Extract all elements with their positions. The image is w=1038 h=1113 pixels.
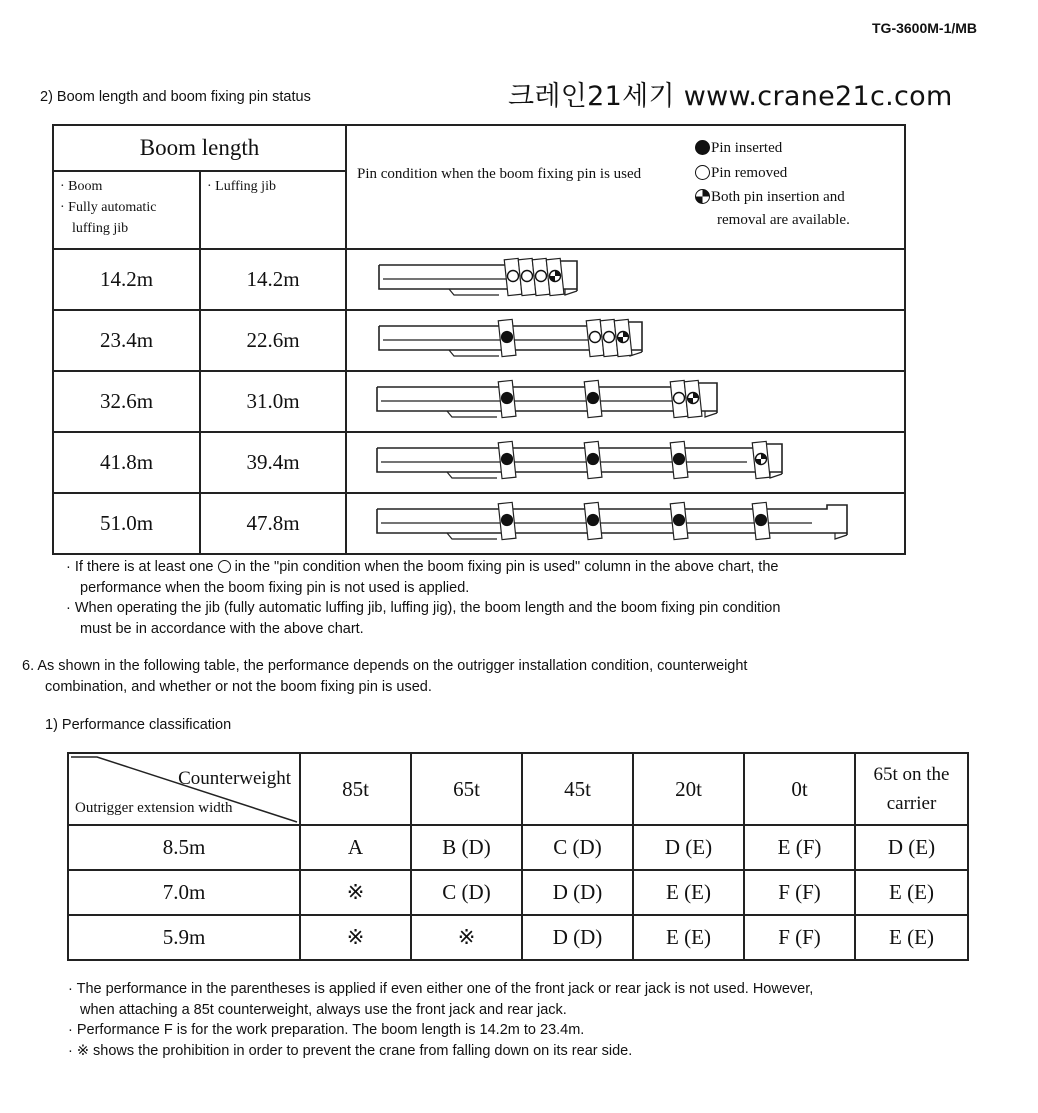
boom-base-step bbox=[449, 350, 499, 356]
boom-head bbox=[705, 411, 717, 417]
performance-table bbox=[67, 752, 969, 961]
perf-cell: E (E) bbox=[855, 870, 968, 915]
boom-outline bbox=[377, 448, 782, 472]
pin-inserted-icon bbox=[695, 140, 710, 155]
col-0t: 0t bbox=[744, 753, 855, 825]
boom-column-label: · Boom · Fully automatic luffing jib bbox=[53, 171, 200, 249]
boom-diagram bbox=[347, 494, 904, 548]
perf-cell: D (E) bbox=[855, 825, 968, 870]
boom-diagram bbox=[347, 250, 904, 304]
perf-cell: E (E) bbox=[633, 915, 744, 960]
col-45t: 45t bbox=[522, 753, 633, 825]
note-jib-operation: · When operating the jib (fully automatic luffing jib, luffing jig), the boom length and the boom fixing pin condition bbox=[66, 600, 781, 616]
boom-head bbox=[770, 472, 782, 478]
note-prohibition: · ※ shows the prohibition in order to prevent the crane from falling down on its rear side. bbox=[68, 1043, 633, 1059]
corner-header-cell bbox=[68, 753, 300, 825]
boom-diagram-cell bbox=[346, 493, 905, 554]
perf-cell: ※ bbox=[411, 915, 522, 960]
jib-length-cell: 47.8m bbox=[200, 493, 346, 554]
section-6-1-title: 1) Performance classification bbox=[45, 717, 232, 733]
legend-pin-both: Both pin insertion and bbox=[695, 189, 845, 206]
boom-diagram-cell bbox=[346, 371, 905, 432]
boom-outline bbox=[377, 383, 717, 413]
perf-cell: E (E) bbox=[633, 870, 744, 915]
boom-length-cell: 23.4m bbox=[53, 310, 200, 371]
pin-inserted-icon bbox=[588, 393, 599, 404]
perf-cell: C (D) bbox=[522, 825, 633, 870]
perf-cell: F (F) bbox=[744, 915, 855, 960]
section-6-text: 6. As shown in the following table, the performance depends on the outrigger installation condition, counterweight bbox=[22, 658, 748, 674]
note-performance-f: · Performance F is for the work preparation. The boom length is 14.2m to 23.4m. bbox=[68, 1022, 585, 1038]
boom-base-step bbox=[447, 533, 497, 539]
pin-condition-label: Pin condition when the boom fixing pin is used bbox=[357, 166, 642, 182]
perf-cell: D (D) bbox=[522, 870, 633, 915]
boom-length-cell: 32.6m bbox=[53, 371, 200, 432]
col-20t: 20t bbox=[633, 753, 744, 825]
boom-diagram-cell bbox=[346, 432, 905, 493]
boom-diagram bbox=[347, 311, 904, 365]
document-id: TG-3600M-1/MB bbox=[872, 20, 978, 36]
pin-inserted-icon bbox=[502, 393, 513, 404]
boom-head bbox=[565, 289, 577, 295]
boom-base-step bbox=[447, 472, 497, 478]
note-jib-operation-line2: must be in accordance with the above chart. bbox=[80, 621, 364, 637]
boom-length-table bbox=[52, 124, 906, 555]
legend-pin-removed: Pin removed bbox=[695, 165, 787, 182]
pin-removed-icon bbox=[674, 393, 685, 404]
pin-removed-icon bbox=[522, 271, 533, 282]
section-6-text-line2: combination, and whether or not the boom fixing pin is used. bbox=[45, 679, 432, 695]
outrigger-width-label: Outrigger extension width bbox=[75, 800, 233, 816]
perf-cell: ※ bbox=[300, 915, 411, 960]
legend-pin-both-line2: removal are available. bbox=[717, 212, 850, 228]
row-width-label: 7.0m bbox=[68, 870, 300, 915]
note-pin-condition: · If there is at least one in the "pin condition when the boom fixing pin is used" column in the above chart, the bbox=[66, 559, 779, 575]
jib-length-cell: 31.0m bbox=[200, 371, 346, 432]
pin-inserted-icon bbox=[502, 332, 513, 343]
pin-inserted-icon bbox=[502, 454, 513, 465]
boom-diagram bbox=[347, 433, 904, 487]
boom-length-cell: 41.8m bbox=[53, 432, 200, 493]
boom-head bbox=[835, 533, 847, 539]
pin-removed-icon bbox=[695, 165, 710, 180]
pin-inserted-icon bbox=[588, 515, 599, 526]
pin-inserted-icon bbox=[674, 515, 685, 526]
boom-base-step bbox=[447, 411, 497, 417]
luffing-jib-column-label: · Luffing jib bbox=[200, 171, 346, 249]
boom-diagram-cell bbox=[346, 310, 905, 371]
perf-cell: E (E) bbox=[855, 915, 968, 960]
jib-length-cell: 39.4m bbox=[200, 432, 346, 493]
note-pin-condition-line2: performance when the boom fixing pin is not used is applied. bbox=[80, 580, 470, 596]
perf-cell: F (F) bbox=[744, 870, 855, 915]
legend-pin-inserted: Pin inserted bbox=[695, 140, 782, 157]
watermark-text: 크레인21세기 www.crane21c.com bbox=[508, 81, 953, 112]
jib-length-cell: 14.2m bbox=[200, 249, 346, 310]
section-2-title: 2) Boom length and boom fixing pin status bbox=[40, 89, 311, 105]
note-parentheses: · The performance in the parentheses is applied if even either one of the front jack or rear jack is not used. However, bbox=[68, 981, 814, 997]
pin-removed-icon bbox=[508, 271, 519, 282]
row-width-label: 8.5m bbox=[68, 825, 300, 870]
boom-length-cell: 51.0m bbox=[53, 493, 200, 554]
col-65t-carrier: 65t on the carrier bbox=[855, 753, 968, 825]
boom-outline bbox=[377, 444, 782, 474]
boom-base-step bbox=[449, 289, 499, 295]
jib-length-cell: 22.6m bbox=[200, 310, 346, 371]
perf-cell: D (D) bbox=[522, 915, 633, 960]
perf-cell: A bbox=[300, 825, 411, 870]
pin-both-icon bbox=[695, 189, 710, 204]
pin-inserted-icon bbox=[674, 454, 685, 465]
perf-cell: D (E) bbox=[633, 825, 744, 870]
pin-removed-icon bbox=[604, 332, 615, 343]
pin-inserted-icon bbox=[588, 454, 599, 465]
pin-inserted-icon bbox=[502, 515, 513, 526]
boom-outline bbox=[377, 387, 717, 411]
perf-cell: E (F) bbox=[744, 825, 855, 870]
pin-removed-icon bbox=[536, 271, 547, 282]
perf-cell: C (D) bbox=[411, 870, 522, 915]
counterweight-label: Counterweight bbox=[178, 768, 291, 789]
boom-outline bbox=[377, 505, 847, 535]
col-85t: 85t bbox=[300, 753, 411, 825]
boom-diagram bbox=[347, 372, 904, 426]
boom-length-cell: 14.2m bbox=[53, 249, 200, 310]
perf-cell: ※ bbox=[300, 870, 411, 915]
note-parentheses-line2: when attaching a 85t counterweight, always use the front jack and rear jack. bbox=[80, 1002, 567, 1018]
pin-inserted-icon bbox=[756, 515, 767, 526]
pin-condition-header bbox=[346, 125, 905, 249]
row-width-label: 5.9m bbox=[68, 915, 300, 960]
boom-outline bbox=[377, 509, 847, 533]
pin-removed-icon bbox=[218, 560, 231, 573]
pin-removed-icon bbox=[590, 332, 601, 343]
col-65t: 65t bbox=[411, 753, 522, 825]
perf-cell: B (D) bbox=[411, 825, 522, 870]
boom-diagram-cell bbox=[346, 249, 905, 310]
boom-length-header: Boom length bbox=[53, 125, 346, 171]
